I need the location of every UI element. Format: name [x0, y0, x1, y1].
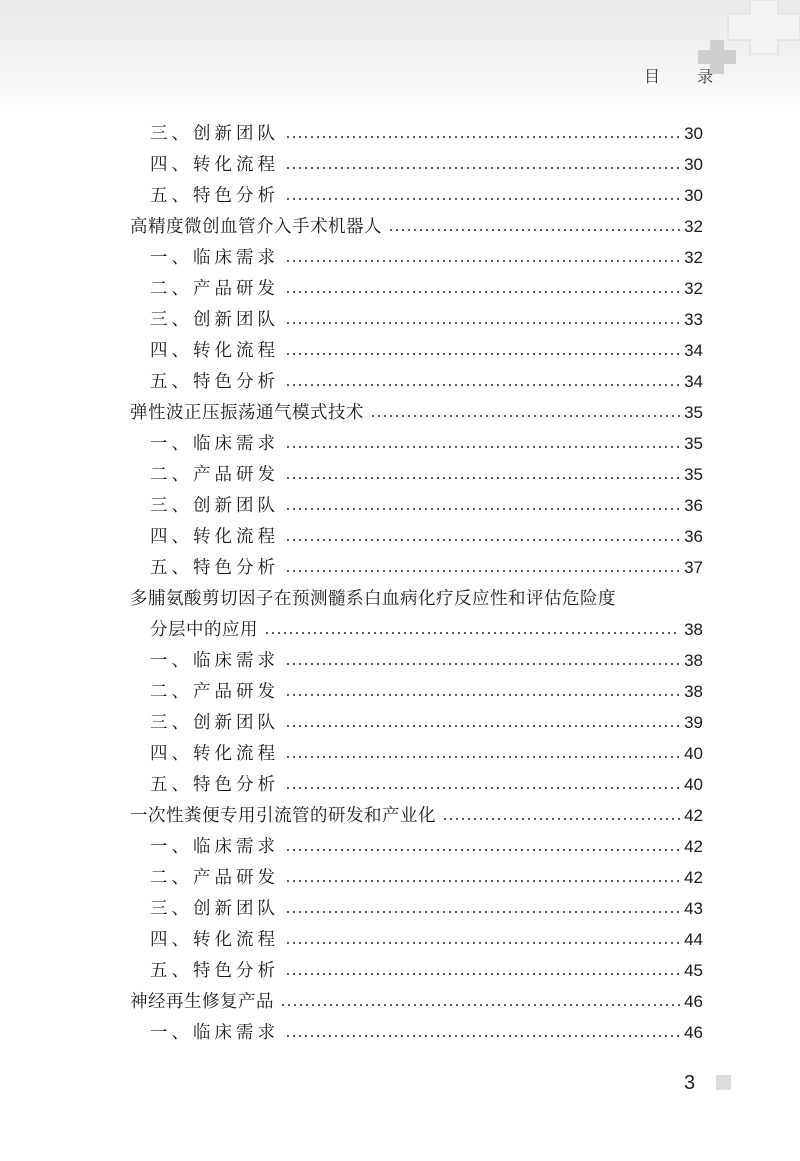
toc-entry-title: 一、临床需求: [150, 434, 279, 454]
toc-section-row: [150, 523, 703, 554]
toc-entry-title: 三、创新团队: [150, 496, 279, 516]
dot-leader: [285, 277, 680, 295]
toc-entry-title: 二、产品研发: [150, 682, 279, 702]
toc-section-row: [150, 864, 703, 895]
dot-leader: [264, 618, 680, 636]
toc-page-number: 36: [684, 496, 703, 515]
toc-entry-title: 三、创新团队: [150, 310, 279, 330]
toc-page-number: 39: [684, 713, 703, 732]
toc-entry-title: 二、产品研发: [150, 868, 279, 888]
dot-leader: [285, 866, 680, 884]
toc-section-row: [150, 616, 703, 647]
dot-leader: [280, 990, 680, 1008]
toc-entry-title: 五、特色分析: [150, 186, 279, 206]
toc-page-number: 46: [684, 1023, 703, 1042]
toc-entry-title: 五、特色分析: [150, 558, 279, 578]
toc-page-number: 37: [684, 558, 703, 577]
toc-page-number: 42: [684, 837, 703, 856]
toc-section-row: [150, 554, 703, 585]
dot-leader: [370, 401, 680, 419]
toc-section-row: [150, 957, 703, 988]
toc-page-number: 35: [684, 465, 703, 484]
toc-page-number: 38: [684, 682, 703, 701]
toc-section-row: [150, 740, 703, 771]
header-band: [0, 0, 800, 110]
dot-leader: [285, 246, 680, 264]
toc-page-number: 42: [684, 806, 703, 825]
dot-leader: [285, 339, 680, 357]
dot-leader: [285, 742, 680, 760]
toc-page-number: 32: [684, 279, 703, 298]
dot-leader: [285, 835, 680, 853]
toc-page-number: 38: [684, 620, 703, 639]
dot-leader: [442, 804, 680, 822]
toc-chapter-row: [130, 802, 703, 833]
toc-page-number: 46: [684, 992, 703, 1011]
toc-page-number: 45: [684, 961, 703, 980]
toc-entry-title: 二、产品研发: [150, 279, 279, 299]
toc-entry-title: 一、临床需求: [150, 651, 279, 671]
dot-leader: [285, 184, 680, 202]
page-header-title: 目 录: [644, 67, 730, 86]
toc-page-number: 34: [684, 341, 703, 360]
dot-leader: [285, 556, 680, 574]
dot-leader: [285, 525, 680, 543]
toc-entry-title: 四、转化流程: [150, 744, 279, 764]
toc-section-row: [150, 430, 703, 461]
toc-entry-title: 三、创新团队: [150, 899, 279, 919]
toc-entry-title: 一、临床需求: [150, 248, 279, 268]
dot-leader: [285, 680, 680, 698]
toc-page-number: 40: [684, 744, 703, 763]
toc-section-row: [150, 926, 703, 957]
dot-leader: [285, 959, 680, 977]
toc-entry-title: 高精度微创血管介入手术机器人: [130, 217, 382, 237]
toc-page-number: 32: [684, 217, 703, 236]
toc-section-row: [150, 1019, 703, 1050]
toc-page-number: 38: [684, 651, 703, 670]
page-number: 3: [684, 1072, 696, 1094]
dot-leader: [285, 494, 680, 512]
toc-section-row: [150, 833, 703, 864]
toc-page-number: 35: [684, 403, 703, 422]
toc-chapter-row: [130, 213, 703, 244]
toc-section-row: [150, 182, 703, 213]
toc-page-number: 30: [684, 155, 703, 174]
toc-section-row: [150, 368, 703, 399]
toc-entry-title: 一次性粪便专用引流管的研发和产业化: [130, 806, 436, 826]
dot-leader: [285, 773, 680, 791]
dot-leader: [388, 215, 680, 233]
toc-entry-title: 三、创新团队: [150, 124, 279, 144]
toc-chapter-row: [130, 585, 703, 616]
toc-chapter-row: [130, 988, 703, 1019]
dot-leader: [285, 432, 680, 450]
toc-entry-title: 神经再生修复产品: [130, 992, 274, 1012]
dot-leader: [285, 463, 680, 481]
toc-section-row: [150, 895, 703, 926]
toc-page-number: 40: [684, 775, 703, 794]
toc-section-row: [150, 461, 703, 492]
dot-leader: [285, 370, 680, 388]
toc-entry-title: 四、转化流程: [150, 527, 279, 547]
toc-entry-title: 四、转化流程: [150, 930, 279, 950]
toc-page-number: 30: [684, 186, 703, 205]
dot-leader: [285, 122, 680, 140]
toc-section-row: [150, 771, 703, 802]
toc-chapter-row: [130, 399, 703, 430]
toc-section-row: [150, 120, 703, 151]
toc-page-number: 43: [684, 899, 703, 918]
toc-section-row: [150, 275, 703, 306]
dot-leader: [285, 153, 680, 171]
toc-entry-title: 四、转化流程: [150, 155, 279, 175]
toc-section-row: [150, 306, 703, 337]
toc-page-number: 30: [684, 124, 703, 143]
toc-section-row: [150, 337, 703, 368]
dot-leader: [285, 1021, 680, 1039]
toc-section-row: [150, 647, 703, 678]
toc-page-number: 33: [684, 310, 703, 329]
dot-leader: [285, 897, 680, 915]
toc-entry-title: 弹性波正压振荡通气模式技术: [130, 403, 364, 423]
toc-entry-title: 五、特色分析: [150, 372, 279, 392]
toc-entry-title: 分层中的应用: [150, 620, 258, 640]
dot-leader: [285, 649, 680, 667]
toc-entry-title: 一、临床需求: [150, 837, 279, 857]
toc-entry-title: 二、产品研发: [150, 465, 279, 485]
toc-page-number: 42: [684, 868, 703, 887]
toc-page-number: 34: [684, 372, 703, 391]
toc-page-number: 44: [684, 930, 703, 949]
toc-page-number: 32: [684, 248, 703, 267]
toc-section-row: [150, 244, 703, 275]
dot-leader: [285, 711, 680, 729]
toc-section-row: [150, 151, 703, 182]
toc-entry-title: 多脯氨酸剪切因子在预测髓系白血病化疗反应性和评估危险度: [130, 589, 616, 609]
toc-entry-title: 一、临床需求: [150, 1023, 279, 1043]
toc-entry-title: 三、创新团队: [150, 713, 279, 733]
toc-entry-title: 四、转化流程: [150, 341, 279, 361]
page-number-marker: [716, 1075, 731, 1090]
toc-section-row: [150, 709, 703, 740]
toc-section-row: [150, 678, 703, 709]
dot-leader: [285, 928, 680, 946]
toc-page-number: 36: [684, 527, 703, 546]
dot-leader: [285, 308, 680, 326]
toc-section-row: [150, 492, 703, 523]
toc-entry-title: 五、特色分析: [150, 775, 279, 795]
toc-page-number: 35: [684, 434, 703, 453]
toc-entry-title: 五、特色分析: [150, 961, 279, 981]
